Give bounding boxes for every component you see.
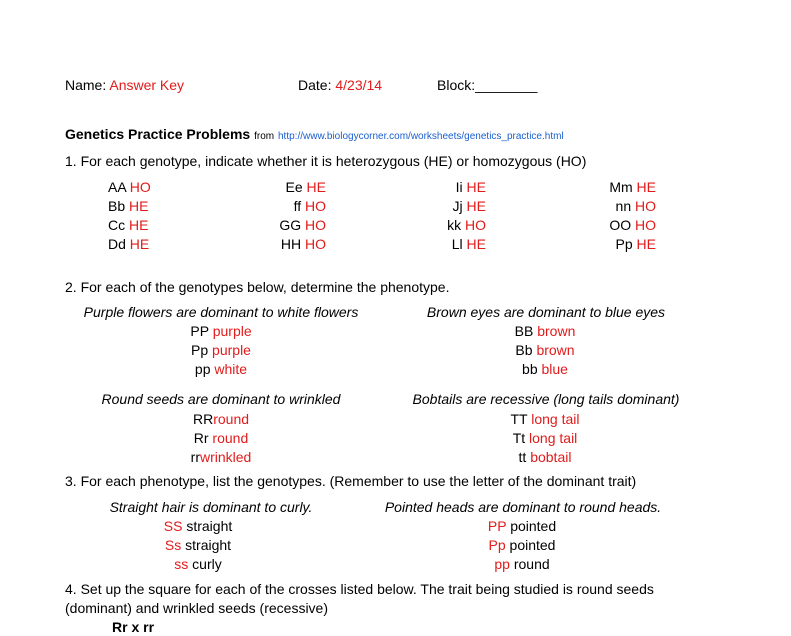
q1-column-4 — [590, 178, 656, 254]
q2-heading-tails: Bobtails are recessive (long tails dominant) — [412, 391, 680, 407]
list-item: OO HO — [609, 217, 656, 233]
name-label: Name: — [65, 77, 107, 93]
list-item: pp round — [494, 556, 550, 572]
list-item: AA HO — [108, 179, 151, 195]
name-value: Answer Key — [109, 77, 185, 93]
list-item: Pp pointed — [488, 537, 556, 553]
q1-column-1 — [108, 178, 151, 254]
q3-heading-hair: Straight hair is dominant to curly. — [109, 499, 313, 515]
q4-prompt-line2: (dominant) and wrinkled seeds (recessive) — [65, 600, 328, 616]
list-item: Cc HE — [108, 217, 149, 233]
list-item: ss curly — [174, 556, 222, 572]
source-link[interactable]: http://www.biologycorner.com/worksheets/genetics_practice.html — [277, 131, 564, 142]
q2-heading-eyes: Brown eyes are dominant to blue eyes — [426, 304, 666, 320]
list-item: kk HO — [447, 217, 486, 233]
q4-cross: Rr x rr — [112, 619, 155, 635]
list-item: Mm HE — [609, 179, 656, 195]
q3-answers-hair — [127, 517, 269, 574]
list-item: GG HO — [279, 217, 326, 233]
list-item: PP purple — [190, 323, 252, 339]
q2-heading-seeds: Round seeds are dominant to wrinkled — [101, 391, 341, 407]
q1-column-3 — [420, 178, 486, 254]
list-item: RRround — [192, 411, 250, 427]
q2-prompt: 2. For each of the genotypes below, determine the phenotype. — [65, 279, 450, 295]
q1-column-2 — [260, 178, 326, 254]
date-value: 4/23/14 — [335, 77, 383, 93]
q2-answers-seeds — [150, 410, 292, 467]
list-item: nn HO — [615, 198, 656, 214]
list-item: Ss straight — [164, 537, 232, 553]
q2-heading-flowers: Purple flowers are dominant to white flowers — [83, 304, 359, 320]
date-label: Date: — [298, 77, 332, 93]
list-item: rrwrinkled — [190, 449, 252, 465]
q4-prompt-line1: 4. Set up the square for each of the crosses listed below. The trait being studied is round seeds — [65, 581, 654, 597]
list-item: SS straight — [163, 518, 233, 534]
list-item: Ii HE — [455, 179, 486, 195]
worksheet-title — [65, 126, 564, 145]
list-item: Ee HE — [285, 179, 326, 195]
q3-heading-heads: Pointed heads are dominant to round heads. — [384, 499, 662, 515]
list-item: pp white — [194, 361, 248, 377]
title-text: Genetics Practice Problems — [65, 126, 251, 142]
block-field: Block:________ — [437, 77, 538, 93]
list-item: TT long tail — [510, 411, 580, 427]
list-item: Ll HE — [451, 236, 486, 252]
list-item: BB brown — [514, 323, 576, 339]
list-item: Bb brown — [515, 342, 575, 358]
title-from: from — [254, 131, 275, 142]
list-item: Pp HE — [615, 236, 656, 252]
list-item: Pp purple — [191, 342, 251, 358]
list-item: Tt long tail — [512, 430, 578, 446]
date-field — [298, 77, 382, 94]
list-item: Rr round — [193, 430, 249, 446]
q3-answers-heads — [451, 517, 593, 574]
list-item: PP pointed — [487, 518, 557, 534]
list-item: Bb HE — [108, 198, 149, 214]
q2-answers-tails — [474, 410, 616, 467]
list-item: tt bobtail — [518, 449, 572, 465]
list-item: Jj HE — [452, 198, 486, 214]
list-item: HH HO — [280, 236, 326, 252]
list-item: Dd HE — [108, 236, 150, 252]
q1-prompt: 1. For each genotype, indicate whether it is heterozygous (HE) or homozygous (HO) — [65, 153, 587, 169]
q3-prompt: 3. For each phenotype, list the genotypes. (Remember to use the letter of the dominant trait) — [65, 473, 637, 489]
list-item: ff HO — [293, 198, 326, 214]
name-field — [65, 77, 184, 94]
list-item: bb blue — [522, 361, 568, 377]
q2-answers-eyes — [474, 322, 616, 379]
q2-answers-flowers — [150, 322, 292, 379]
